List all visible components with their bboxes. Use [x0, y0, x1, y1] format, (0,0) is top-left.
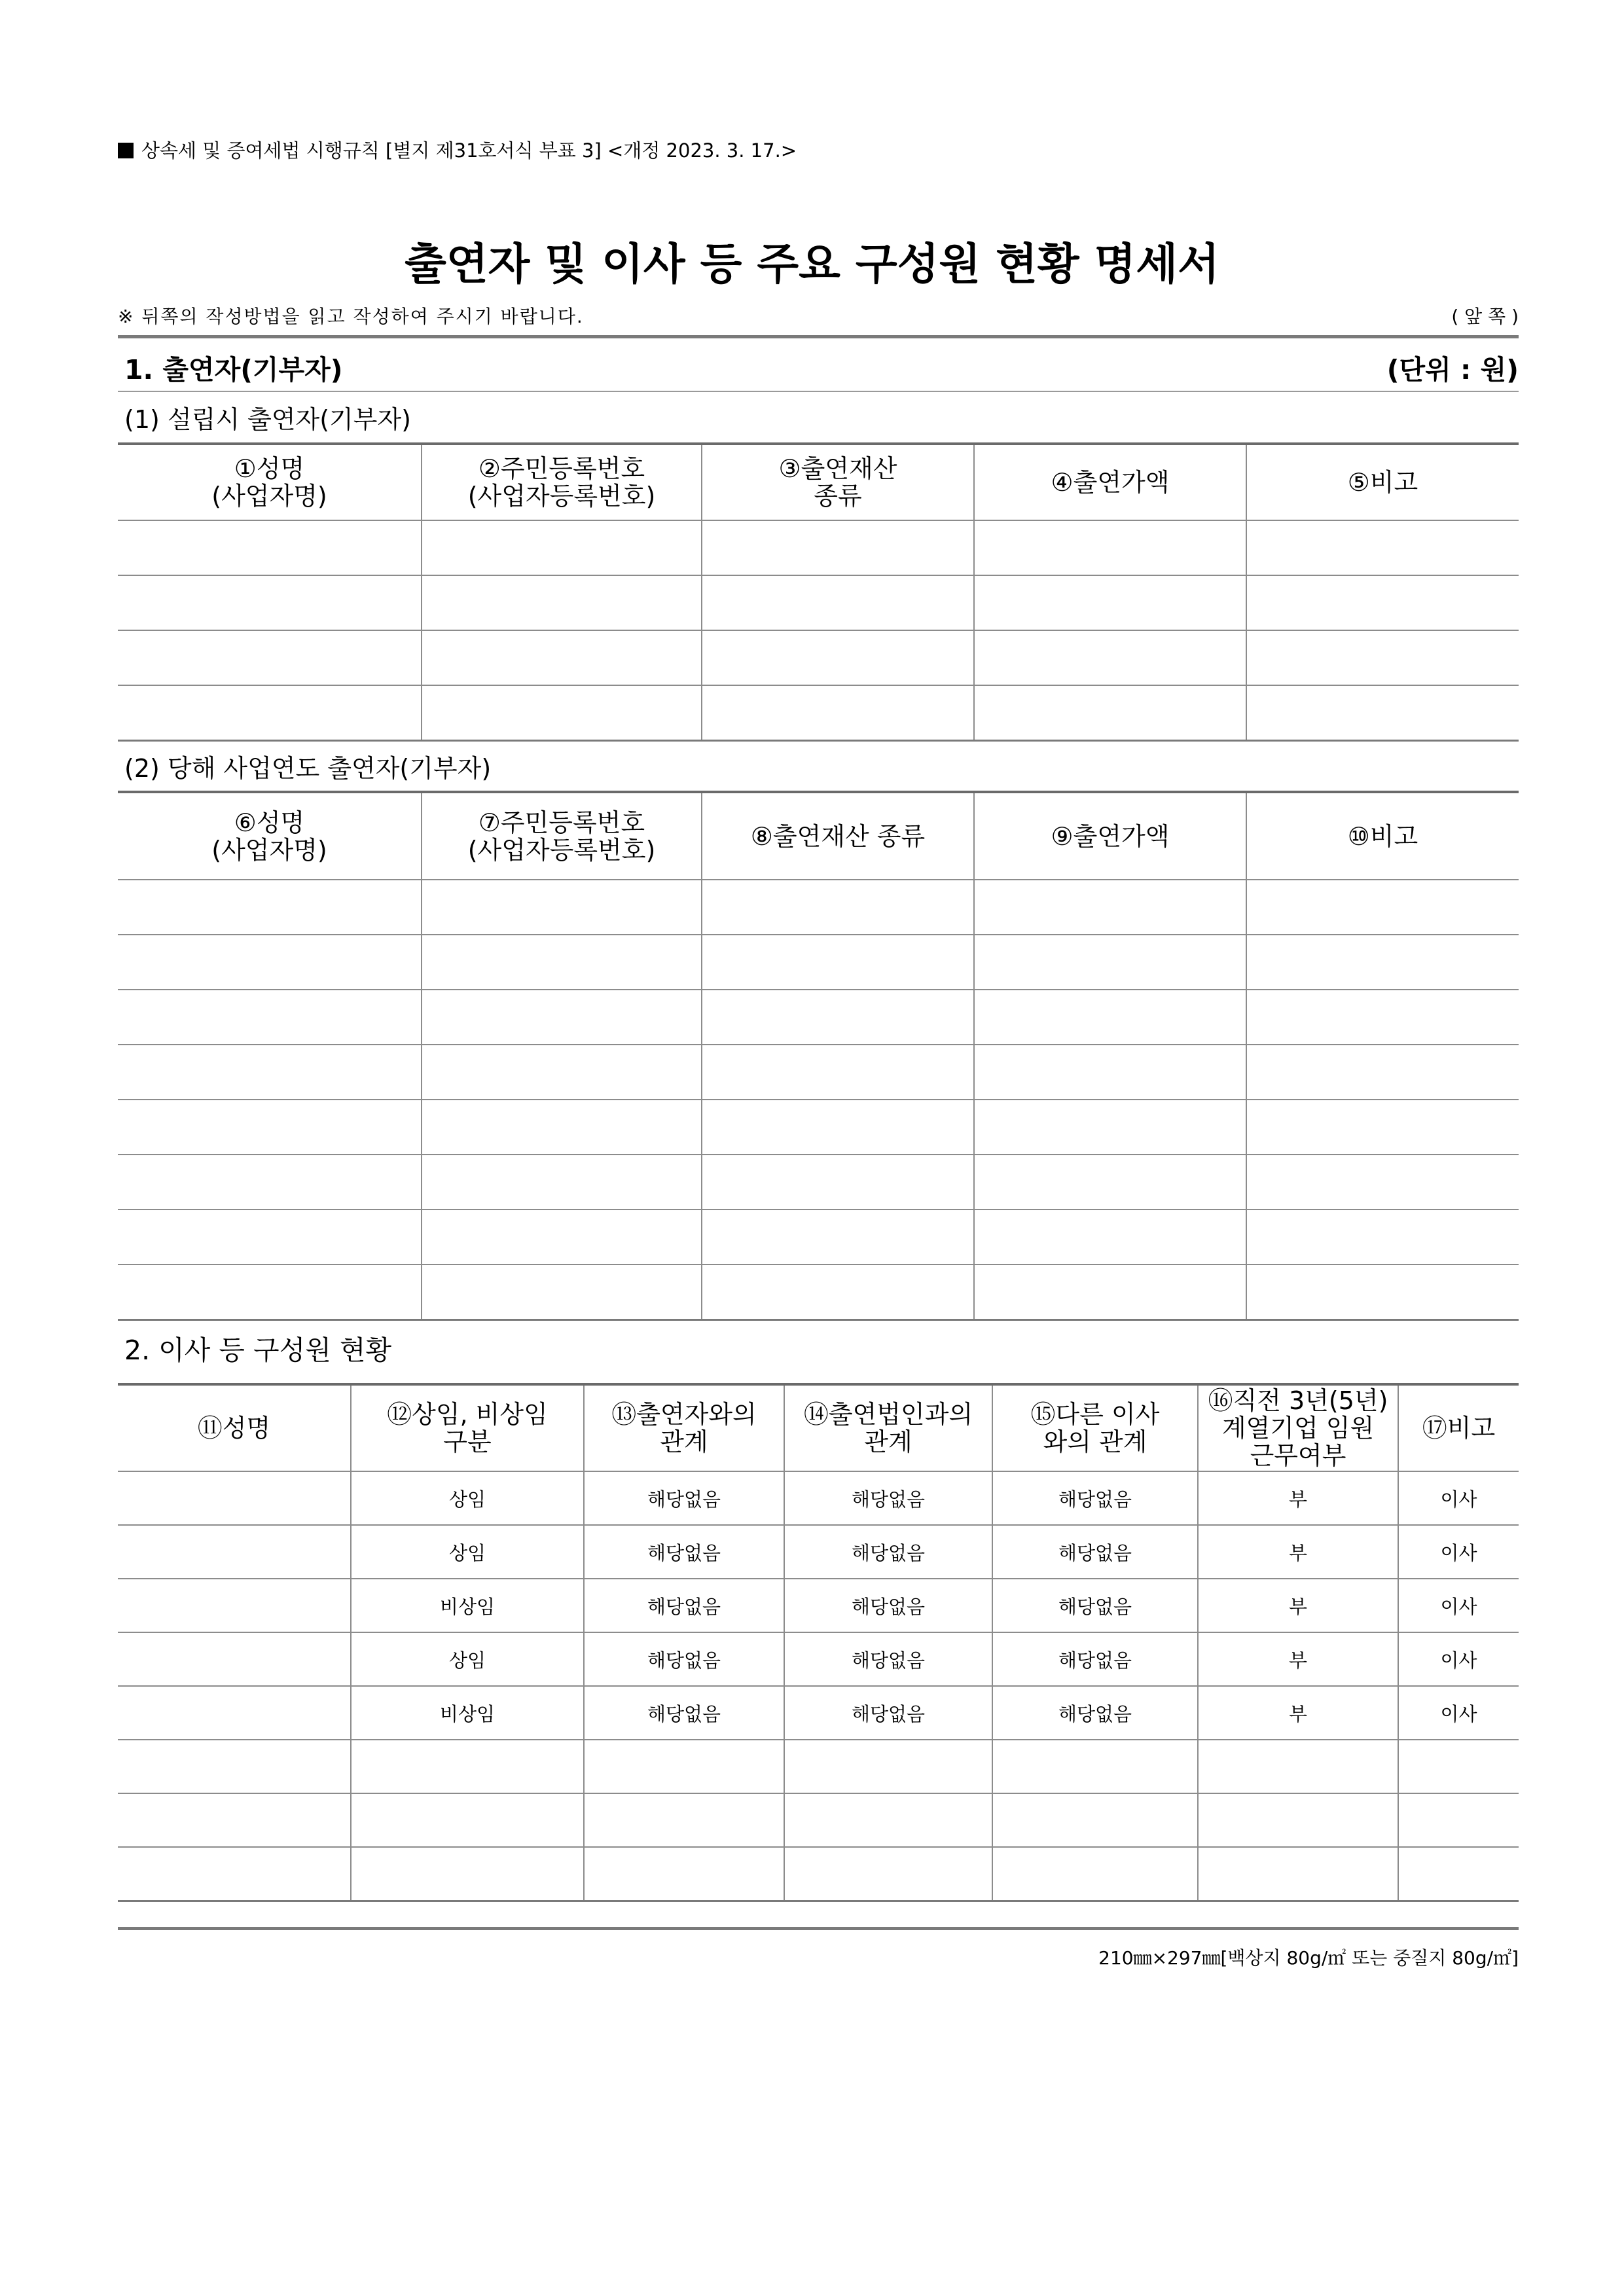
blank-cell[interactable]: [118, 1155, 422, 1210]
column-header-line: ⑯직전 3년(5년): [1208, 1386, 1388, 1415]
blank-cell[interactable]: [1246, 1045, 1519, 1100]
column-header-line: ⑬출연자와의: [611, 1400, 757, 1429]
blank-cell[interactable]: [422, 1210, 702, 1265]
blank-cell[interactable]: [422, 630, 702, 685]
table-cell[interactable]: [118, 1847, 351, 1901]
blank-cell[interactable]: [118, 630, 422, 685]
column-header-line: (사업자등록번호): [467, 482, 656, 511]
blank-cell[interactable]: [1246, 1100, 1519, 1155]
section1-heading: 1. 출연자(기부자): [124, 354, 343, 386]
table-cell[interactable]: 상임: [351, 1525, 584, 1579]
page-title: 출연자 및 이사 등 주요 구성원 현황 명세서: [405, 239, 1219, 289]
table-row: [118, 1045, 1519, 1100]
table-cell[interactable]: [118, 1632, 351, 1686]
column-header-line: 와의 관계: [1043, 1427, 1147, 1456]
table-cell[interactable]: 해당없음: [784, 1525, 992, 1579]
blank-cell[interactable]: [702, 1265, 974, 1319]
table-cell[interactable]: 부: [1198, 1686, 1398, 1740]
column-header-line: (사업자명): [211, 835, 327, 865]
blank-cell[interactable]: [1246, 990, 1519, 1045]
table-cell[interactable]: 해당없음: [784, 1471, 992, 1525]
table-cell[interactable]: 부: [1198, 1632, 1398, 1686]
column-header-line: ②주민등록번호: [478, 454, 645, 483]
table-cell[interactable]: 비상임: [351, 1686, 584, 1740]
table-row: [118, 630, 1519, 685]
section2-heading: 2. 이사 등 구성원 현황: [124, 1335, 392, 1366]
column-header-line: (사업자명): [211, 482, 327, 511]
table-cell[interactable]: [1398, 1847, 1519, 1901]
column-header-line: ⑮다른 이사: [1030, 1400, 1160, 1429]
blank-cell[interactable]: [118, 575, 422, 630]
column-header-line: ⑥성명: [234, 808, 305, 837]
table-cell[interactable]: [351, 1740, 584, 1793]
table-cell[interactable]: [351, 1793, 584, 1847]
column-header: [422, 792, 702, 880]
table-cell[interactable]: [784, 1793, 992, 1847]
instruction-note: ※ 뒤쪽의 작성방법을 읽고 작성하여 주시기 바랍니다.: [118, 306, 584, 327]
column-header: [702, 444, 974, 520]
blank-cell[interactable]: [702, 520, 974, 575]
column-header-line: ⑤비고: [1347, 468, 1418, 497]
blank-cell[interactable]: [118, 1265, 422, 1319]
blank-cell[interactable]: [702, 1210, 974, 1265]
table-cell[interactable]: 해당없음: [584, 1686, 784, 1740]
blank-cell[interactable]: [422, 1155, 702, 1210]
table-cell[interactable]: [584, 1740, 784, 1793]
table-cell[interactable]: 해당없음: [784, 1632, 992, 1686]
blank-cell[interactable]: [702, 990, 974, 1045]
blank-cell[interactable]: [702, 1045, 974, 1100]
section1-unit: (단위 : 원): [1386, 354, 1519, 386]
table-row: [118, 685, 1519, 740]
table-row: [118, 1265, 1519, 1319]
table-cell[interactable]: 해당없음: [784, 1579, 992, 1632]
column-header: [784, 1384, 992, 1471]
table-cell[interactable]: 해당없음: [992, 1525, 1198, 1579]
column-header-line: ④출연가액: [1051, 468, 1170, 497]
table-cell[interactable]: 해당없음: [992, 1686, 1198, 1740]
column-header: [974, 792, 1246, 880]
column-header: [118, 1384, 351, 1471]
table-cell[interactable]: [992, 1847, 1198, 1901]
table-cell[interactable]: 이사: [1398, 1632, 1519, 1686]
directors-members-table: [118, 1383, 1519, 1902]
column-header-line: ⑪성명: [197, 1414, 271, 1443]
form-identifier: [118, 136, 797, 163]
column-header: [584, 1384, 784, 1471]
blank-cell[interactable]: [974, 1265, 1246, 1319]
table-row: [118, 990, 1519, 1045]
blank-cell[interactable]: [1246, 520, 1519, 575]
table-cell[interactable]: 해당없음: [992, 1471, 1198, 1525]
table-row: [118, 1686, 1519, 1740]
blank-cell[interactable]: [974, 575, 1246, 630]
blank-cell[interactable]: [974, 520, 1246, 575]
blank-cell[interactable]: [1246, 685, 1519, 740]
table-cell[interactable]: 해당없음: [584, 1525, 784, 1579]
table-cell[interactable]: [584, 1847, 784, 1901]
column-header-line: ⑭출연법인과의: [803, 1400, 973, 1429]
blank-cell[interactable]: [974, 630, 1246, 685]
blank-cell[interactable]: [422, 1100, 702, 1155]
part1-heading: (1) 설립시 출연자(기부자): [124, 405, 412, 434]
column-header: [118, 792, 422, 880]
column-header-line: ⑰비고: [1422, 1414, 1496, 1443]
column-header: [351, 1384, 584, 1471]
blank-cell[interactable]: [974, 1100, 1246, 1155]
column-header: [974, 444, 1246, 520]
table-row: [118, 575, 1519, 630]
blank-cell[interactable]: [974, 1045, 1246, 1100]
table-cell[interactable]: 이사: [1398, 1471, 1519, 1525]
blank-cell[interactable]: [1246, 1265, 1519, 1319]
column-header: [702, 792, 974, 880]
table-row: [118, 880, 1519, 935]
table-cell[interactable]: [992, 1740, 1198, 1793]
table-row: [118, 520, 1519, 575]
section1-divider: [118, 391, 1519, 392]
table-cell[interactable]: 부: [1198, 1579, 1398, 1632]
blank-cell[interactable]: [702, 1100, 974, 1155]
column-header-line: 관계: [660, 1427, 708, 1456]
table-cell[interactable]: [992, 1793, 1198, 1847]
table-cell[interactable]: 이사: [1398, 1525, 1519, 1579]
column-header-line: 근무여부: [1250, 1441, 1346, 1470]
table-cell[interactable]: [118, 1471, 351, 1525]
blank-cell[interactable]: [702, 685, 974, 740]
column-header: [118, 444, 422, 520]
column-header-line: 종류: [814, 482, 862, 511]
column-header-line: ⑧출연재산 종류: [750, 821, 926, 851]
blank-cell[interactable]: [1246, 630, 1519, 685]
table-cell[interactable]: 부: [1198, 1471, 1398, 1525]
table-cell[interactable]: 해당없음: [992, 1632, 1198, 1686]
blank-cell[interactable]: [1246, 575, 1519, 630]
table-row: [118, 1525, 1519, 1579]
column-header: [992, 1384, 1198, 1471]
paper-spec-footer: 210㎜×297㎜[백상지 80g/㎡ 또는 중질지 80g/㎡]: [1098, 1947, 1519, 1969]
table-cell[interactable]: [118, 1686, 351, 1740]
blank-cell[interactable]: [974, 685, 1246, 740]
blank-cell[interactable]: [422, 520, 702, 575]
table-cell[interactable]: 이사: [1398, 1686, 1519, 1740]
blank-cell[interactable]: [118, 990, 422, 1045]
column-header-line: 구분: [443, 1427, 492, 1456]
table-row: [118, 1210, 1519, 1265]
table-cell[interactable]: 상임: [351, 1632, 584, 1686]
column-header-line: ⑦주민등록번호: [478, 808, 645, 837]
blank-cell[interactable]: [422, 880, 702, 935]
blank-cell[interactable]: [702, 630, 974, 685]
column-header: [1246, 792, 1519, 880]
blank-cell[interactable]: [118, 935, 422, 990]
table-cell[interactable]: 해당없음: [584, 1471, 784, 1525]
form-identifier-text: 상속세 및 증여세법 시행규칙 [별지 제31호서식 부표 3] <개정 2023. 3. 17.>: [141, 139, 797, 162]
blank-cell[interactable]: [702, 935, 974, 990]
table-row: [118, 1471, 1519, 1525]
column-header-line: ③출연재산: [778, 454, 897, 483]
table-cell[interactable]: [351, 1847, 584, 1901]
table-row: [118, 1155, 1519, 1210]
table-row: [118, 1100, 1519, 1155]
table-cell[interactable]: [118, 1579, 351, 1632]
table-cell[interactable]: 부: [1198, 1525, 1398, 1579]
table-cell[interactable]: 해당없음: [992, 1579, 1198, 1632]
table-cell[interactable]: [584, 1793, 784, 1847]
blank-cell[interactable]: [422, 1265, 702, 1319]
part2-heading: (2) 당해 사업연도 출연자(기부자): [124, 754, 492, 783]
column-header: [422, 444, 702, 520]
table-row: [118, 1847, 1519, 1901]
blank-cell[interactable]: [702, 880, 974, 935]
blank-cell[interactable]: [1246, 880, 1519, 935]
table-cell[interactable]: [118, 1793, 351, 1847]
blank-cell[interactable]: [1246, 1210, 1519, 1265]
blank-cell[interactable]: [422, 935, 702, 990]
blank-cell[interactable]: [118, 1100, 422, 1155]
blank-cell[interactable]: [702, 1155, 974, 1210]
column-header-line: ①성명: [234, 454, 305, 483]
blank-cell[interactable]: [118, 520, 422, 575]
blank-cell[interactable]: [422, 1045, 702, 1100]
column-header-line: 관계: [864, 1427, 912, 1456]
blank-cell[interactable]: [974, 935, 1246, 990]
column-header-line: 계열기업 임원: [1221, 1414, 1375, 1443]
column-header-line: ⑩비고: [1347, 821, 1418, 851]
table-cell[interactable]: [1198, 1793, 1398, 1847]
blank-cell[interactable]: [422, 685, 702, 740]
blank-cell[interactable]: [702, 575, 974, 630]
table-cell[interactable]: 해당없음: [784, 1686, 992, 1740]
table-cell[interactable]: [1398, 1740, 1519, 1793]
blank-cell[interactable]: [1246, 935, 1519, 990]
column-header-line: ⑨출연가액: [1051, 821, 1170, 851]
column-header-line: ⑫상임, 비상임: [387, 1400, 548, 1429]
black-square-icon: [118, 143, 134, 158]
table-cell[interactable]: 이사: [1398, 1579, 1519, 1632]
founding-donors-table: [118, 442, 1519, 742]
blank-cell[interactable]: [118, 1210, 422, 1265]
table-cell[interactable]: [784, 1740, 992, 1793]
column-header: [1398, 1384, 1519, 1471]
table-cell[interactable]: 해당없음: [584, 1579, 784, 1632]
table-cell[interactable]: 비상임: [351, 1579, 584, 1632]
current-year-donors-table: [118, 791, 1519, 1321]
table-cell[interactable]: [784, 1847, 992, 1901]
column-header-line: (사업자등록번호): [467, 835, 656, 865]
top-rule: [118, 335, 1519, 338]
table-cell[interactable]: [1398, 1793, 1519, 1847]
table-cell[interactable]: [118, 1525, 351, 1579]
blank-cell[interactable]: [974, 1155, 1246, 1210]
blank-cell[interactable]: [974, 1210, 1246, 1265]
blank-cell[interactable]: [974, 990, 1246, 1045]
blank-cell[interactable]: [422, 990, 702, 1045]
page-side-label: ( 앞 쪽 ): [1451, 306, 1519, 327]
blank-cell[interactable]: [118, 1045, 422, 1100]
column-header: [1198, 1384, 1398, 1471]
table-cell[interactable]: [1198, 1740, 1398, 1793]
table-row: [118, 1579, 1519, 1632]
blank-cell[interactable]: [118, 880, 422, 935]
table-cell[interactable]: 상임: [351, 1471, 584, 1525]
table-row: [118, 935, 1519, 990]
table-cell[interactable]: [118, 1740, 351, 1793]
bottom-rule: [118, 1927, 1519, 1930]
table-cell[interactable]: [1198, 1847, 1398, 1901]
table-row: [118, 1793, 1519, 1847]
table-cell[interactable]: 해당없음: [584, 1632, 784, 1686]
blank-cell[interactable]: [974, 880, 1246, 935]
blank-cell[interactable]: [422, 575, 702, 630]
blank-cell[interactable]: [118, 685, 422, 740]
blank-cell[interactable]: [1246, 1155, 1519, 1210]
table-row: [118, 1740, 1519, 1793]
column-header: [1246, 444, 1519, 520]
table-row: [118, 1632, 1519, 1686]
